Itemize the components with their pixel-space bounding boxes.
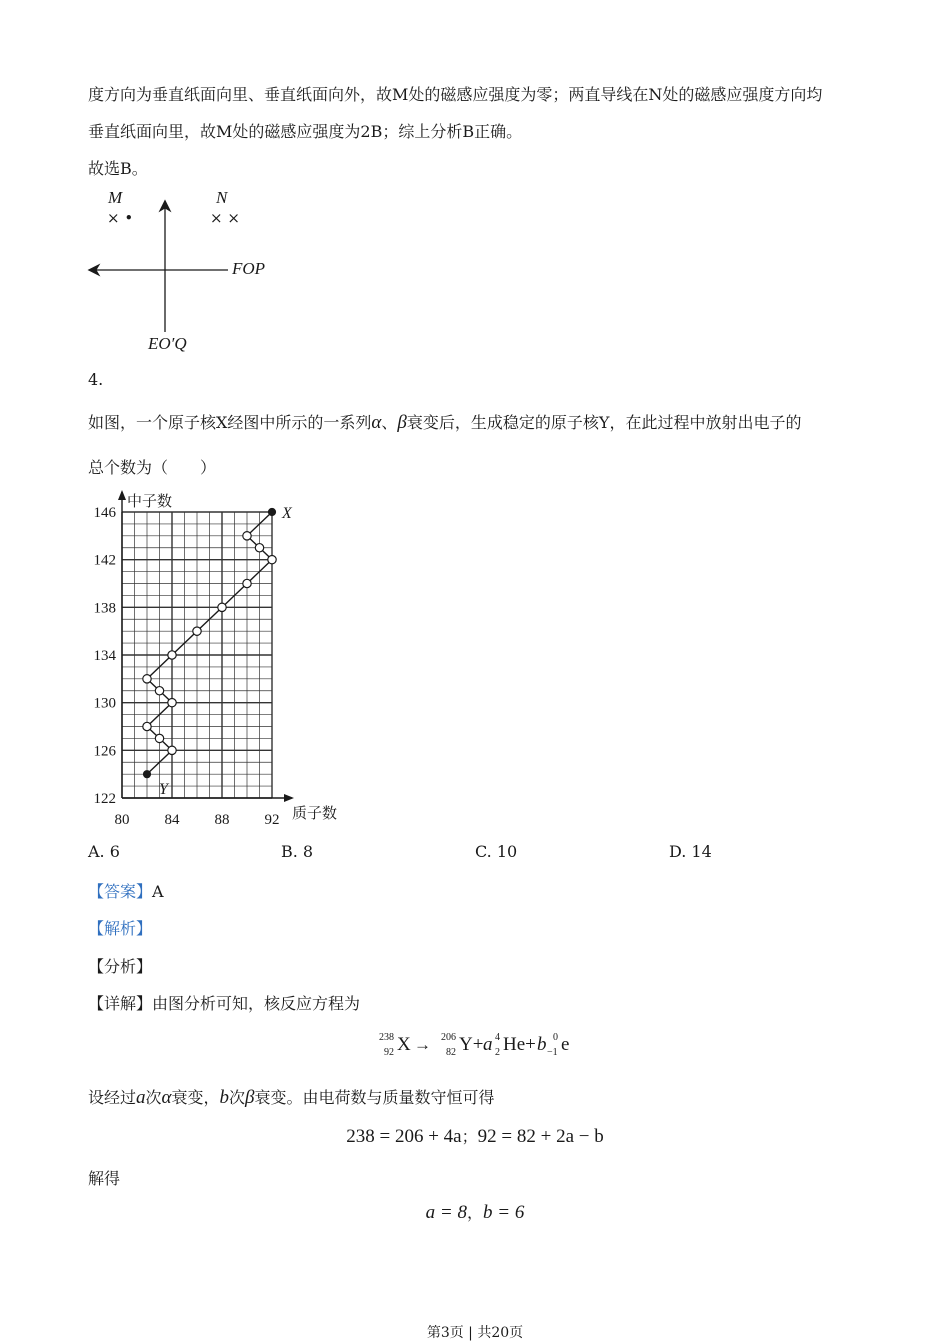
nucleus-point <box>168 746 176 754</box>
answer-value: A <box>152 882 164 901</box>
y-axis-arrow <box>118 490 126 500</box>
derivation-mid3: 次 <box>229 1088 246 1107</box>
nucleus-point-filled <box>144 771 151 778</box>
point-label: Y <box>159 781 168 799</box>
fenxi-tag: 【分析】 <box>88 957 153 976</box>
derivation-line <box>88 1085 495 1109</box>
analysis-tag: 【解析】 <box>88 919 153 938</box>
derivation-a: a <box>136 1087 146 1108</box>
detail-line <box>88 991 360 1014</box>
result-b: b = 6 <box>483 1202 525 1223</box>
decay-path <box>147 512 272 774</box>
intro-conclusion: 故选B。 <box>88 159 148 178</box>
x-tick-label: 92 <box>264 812 280 828</box>
label-eoq: EO′Q <box>148 334 187 353</box>
conservation-equations <box>0 1124 950 1148</box>
he-symbol: He+ <box>503 1034 536 1055</box>
option-d[interactable]: D. 14 <box>669 842 712 861</box>
y-mass: 206 <box>441 1032 456 1043</box>
e-charge: −1 <box>547 1047 558 1058</box>
y-tick-label: 138 <box>93 600 116 617</box>
nucleus-point <box>155 687 163 695</box>
derivation-pre: 设经过 <box>88 1088 137 1107</box>
x-tick-label: 80 <box>114 812 130 828</box>
option-b[interactable]: B. 8 <box>281 842 314 861</box>
x-tick-label: 88 <box>214 812 230 828</box>
x-tick-label: 84 <box>164 812 180 828</box>
question-line-2: 总个数为（ ） <box>88 458 217 477</box>
y-tick-label: 122 <box>93 791 116 807</box>
reaction-arrow: → <box>414 1035 431 1054</box>
derivation-post: 衰变。由电荷数与质量数守恒可得 <box>254 1088 495 1107</box>
intro-line-1: 度方向为垂直纸面向里、垂直纸面向外，故M处的磁感应强度为零；两直导线在N处的磁感应强度方向均 <box>88 85 823 104</box>
nucleus-point <box>168 698 176 706</box>
answer-tag: 【答案】 <box>88 882 153 901</box>
nucleus-point <box>268 555 276 563</box>
result-a: a = 8 <box>425 1202 467 1223</box>
result-comma: ， <box>466 1203 483 1222</box>
solve-label: 解得 <box>88 1169 121 1188</box>
nucleus-point <box>155 734 163 742</box>
symbols-m: × • <box>107 209 134 227</box>
solution <box>0 1200 950 1224</box>
nucleus-point <box>143 722 151 730</box>
x-charge: 92 <box>384 1047 394 1058</box>
intro-line-2: 垂直纸面向里，故M处的磁感应强度为2B；综上分析B正确。 <box>88 122 523 141</box>
label-fop: FOP <box>232 259 266 278</box>
nucleus-point <box>143 675 151 683</box>
derivation-mid1: 次 <box>145 1088 162 1107</box>
label-m: M <box>108 188 123 207</box>
y-tick-label: 134 <box>93 648 116 664</box>
symbols-n: × × <box>210 209 240 227</box>
equation-sep: ； <box>461 1127 478 1146</box>
a-coef: a <box>483 1034 493 1055</box>
he-mass: 4 <box>495 1032 500 1043</box>
nucleus-point <box>168 651 176 659</box>
alpha-symbol: α <box>371 412 382 433</box>
question-sep: 、 <box>381 413 398 432</box>
point-label: X <box>282 505 292 522</box>
question-text-b: 衰变后，生成稳定的原子核Y，在此过程中放射出电子的 <box>406 413 802 432</box>
e-mass: 0 <box>553 1032 558 1043</box>
b-coef: b <box>537 1034 547 1055</box>
question-number: 4. <box>88 370 104 389</box>
label-n: N <box>216 188 228 207</box>
nucleus-point <box>218 603 226 611</box>
x-axis-label: 质子数 <box>292 804 338 822</box>
question-line-1 <box>88 410 801 434</box>
y-axis-label: 中子数 <box>127 492 173 510</box>
y-tick-label: 130 <box>93 695 116 712</box>
derivation-beta: β <box>245 1087 255 1108</box>
equation-mass: 238 = 206 + 4a <box>346 1126 462 1147</box>
y-charge: 82 <box>446 1047 456 1058</box>
nucleus-point <box>193 627 201 635</box>
nucleus-point <box>243 579 251 587</box>
e-symbol: e <box>561 1034 570 1055</box>
x-axis-arrow <box>284 794 294 802</box>
y-tick-label: 126 <box>93 743 116 760</box>
option-c[interactable]: C. 10 <box>475 842 518 861</box>
y-tick-label: 146 <box>93 505 116 521</box>
equation-charge: 92 = 82 + 2a − b <box>477 1126 604 1147</box>
nucleus-point-filled <box>269 509 276 516</box>
detail-text: 由图分析可知，核反应方程为 <box>152 994 361 1013</box>
answer-line <box>88 879 164 902</box>
y-symbol: Y+ <box>459 1034 484 1055</box>
option-a[interactable]: A. 6 <box>88 842 120 861</box>
question-text-a: 如图，一个原子核X经图中所示的一系列 <box>88 413 372 432</box>
derivation-mid2: 衰变， <box>171 1088 220 1107</box>
nucleus-point <box>255 544 263 552</box>
detail-tag: 【详解】 <box>88 994 153 1013</box>
page-footer: 第3页 | 共20页 <box>426 1325 524 1341</box>
x-symbol: X <box>397 1034 411 1055</box>
derivation-alpha: α <box>161 1087 172 1108</box>
nucleus-point <box>243 532 251 540</box>
he-charge: 2 <box>495 1047 500 1058</box>
derivation-b: b <box>219 1087 230 1108</box>
x-mass: 238 <box>379 1032 394 1043</box>
beta-symbol: β <box>397 412 407 433</box>
y-tick-label: 142 <box>93 552 116 569</box>
